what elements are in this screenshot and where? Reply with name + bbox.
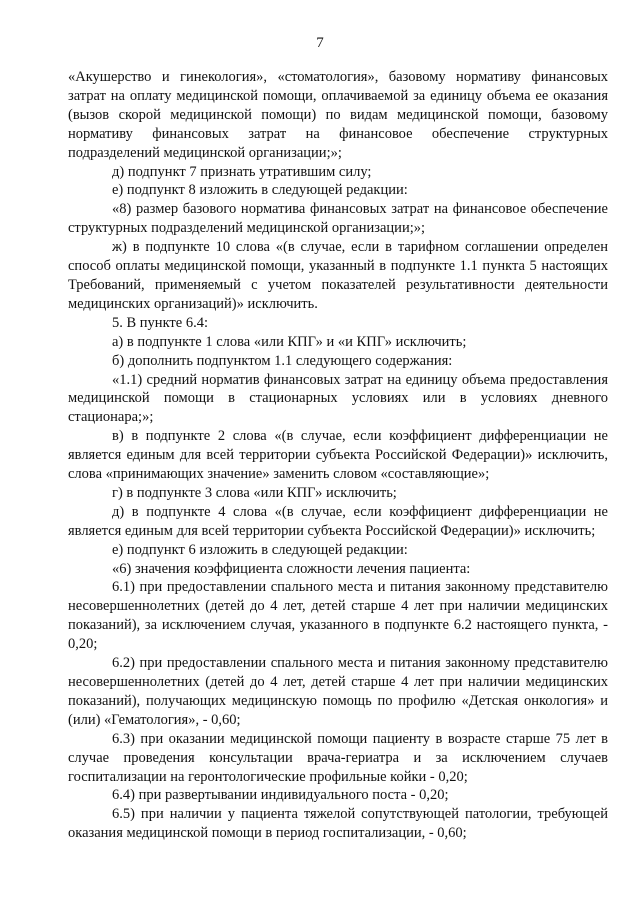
paragraph: 6.5) при наличии у пациента тяжелой сопутствующей патологии, требующей оказания медицинской помощи в период госпитализации, - 0,60; [68,806,608,842]
paragraph: е) подпункт 8 изложить в следующей редакции: [112,182,408,199]
paragraph: «8) размер базового норматива финансовых затрат на финансовое обеспечение структурных подразделений медицинской организации;»; [68,201,608,237]
paragraph: «Акушерство и гинекология», «стоматология», базовому нормативу финансовых затрат на оплату медицинской помощи, оплачиваемой за единицу объема ее оказания (вызов скорой медицинской помощи) по видам медицинской помощи, базовому нормативу финансовых затрат на финансовое обеспечение структурных подразделений медицинской организации;»; [68,69,608,161]
document-body [68,68,608,843]
paragraph: «1.1) средний норматив финансовых затрат на единицу объема предоставления медицинской помощи в стационарных условиях или в условиях дневного стационара;»; [68,371,608,426]
paragraph: д) подпункт 7 признать утратившим силу; [112,163,372,180]
paragraph: д) в подпункте 4 слова «(в случае, если коэффициент дифференциации не является единым для всей территории субъекта Российской Федерации)» исключить; [68,503,608,539]
paragraph: ж) в подпункте 10 слова «(в случае, если в тарифном соглашении определен способ оплаты медицинской помощи, указанный в подпункте 1.1 пункта 5 настоящих Требований, применяемый с учетом показателей результативности деятельности медицинских организаций)» исключить. [68,239,608,312]
paragraph: г) в подпункте 3 слова «или КПГ» исключить; [112,484,397,501]
paragraph: 5. В пункте 6.4: [112,314,208,331]
paragraph: «6) значения коэффициента сложности лечения пациента: [112,560,471,577]
paragraph: 6.3) при оказании медицинской помощи пациенту в возрасте старше 75 лет в случае проведения консультации врача-гериатра и за исключением случаев госпитализации на геронтологические профильные койки - 0,20; [68,730,608,785]
paragraph: е) подпункт 6 изложить в следующей редакции: [112,541,408,558]
paragraph: 6.2) при предоставлении спального места и питания законному представителю несовершеннолетних (детей до 4 лет, детей старше 4 лет при наличии медицинских показаний), получающих медицинскую помощь по профилю «Детская онкология» и (или) «Гематология», - 0,60; [68,655,608,728]
page-number: 7 [316,35,324,51]
paragraph: 6.4) при развертывании индивидуального поста - 0,20; [112,787,449,804]
paragraph: в) в подпункте 2 слова «(в случае, если коэффициент дифференциации не является единым для всей территории субъекта Российской Федерации)» исключить, слова «принимающих значение» заменить словом «составляющие»; [68,428,608,483]
paragraph: а) в подпункте 1 слова «или КПГ» и «и КПГ» исключить; [112,333,467,350]
paragraph: б) дополнить подпунктом 1.1 следующего содержания: [112,352,453,369]
paragraph: 6.1) при предоставлении спального места и питания законному представителю несовершеннолетних (детей до 4 лет, детей старше 4 лет при наличии медицинских показаний), за исключением случая, указанного в подпункте 6.2 настоящего пункта, - 0,20; [68,579,608,653]
